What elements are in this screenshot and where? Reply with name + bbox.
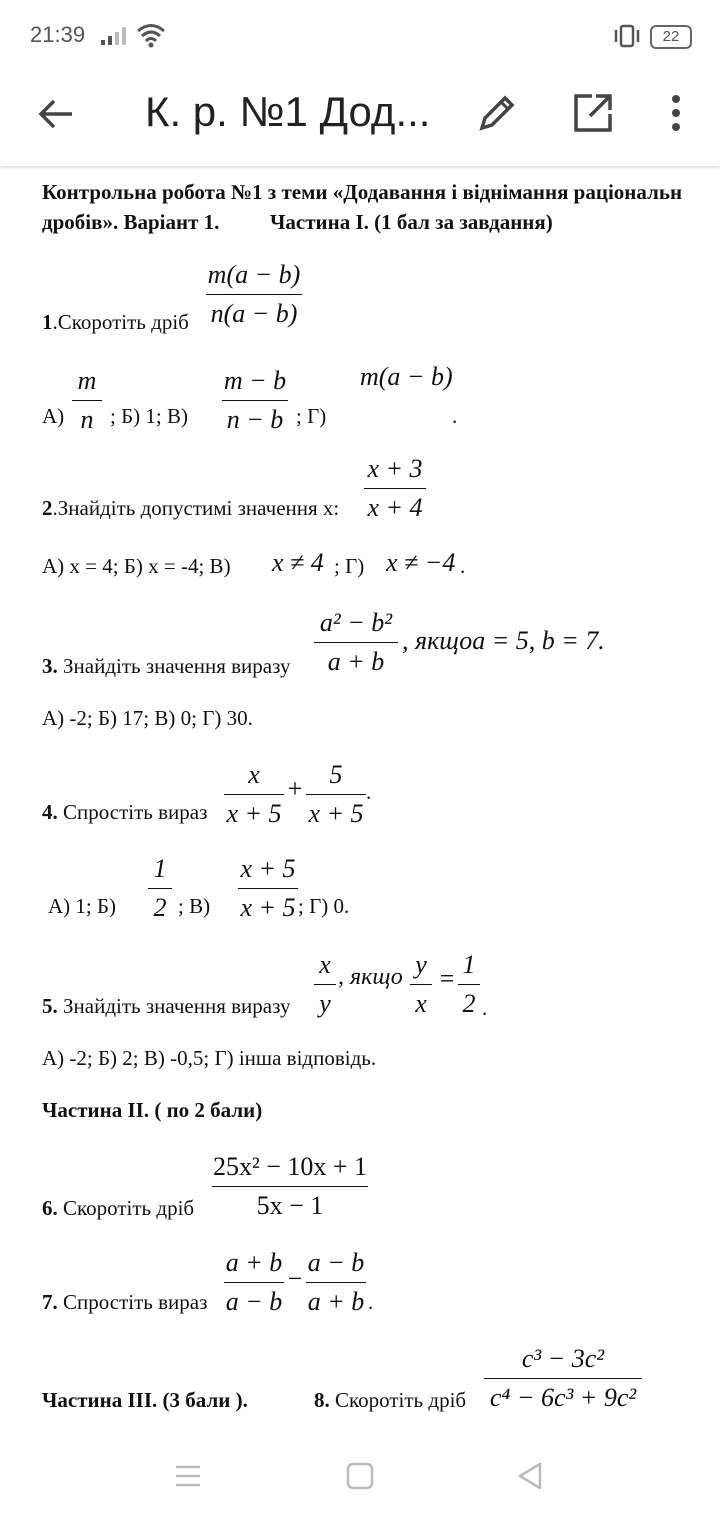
doc-heading-variant: дробів». Варіант 1. [42, 210, 220, 234]
q4-option-c-label: ; В) [178, 894, 211, 918]
q4-option-b: 1 2 [148, 852, 172, 925]
q5-answers: А) -2; Б) 2; В) -0,5; Г) інша відповідь. [42, 1046, 377, 1070]
q7-fraction-1: a + b a − b [225, 1248, 283, 1316]
q4-plus: + [286, 774, 304, 803]
q2-end: . [460, 554, 466, 578]
doc-heading-line1: Контрольна робота №1 з теми «Додавання і віднімання раціональн [42, 180, 683, 204]
q6-expression: 25x² − 10x + 1 5x − 1 [212, 1152, 368, 1220]
q5-equals: = [438, 964, 456, 993]
open-external-icon[interactable] [572, 92, 614, 134]
q4-fraction-2: 5 x + 5 [306, 758, 366, 831]
part2-heading: Частина ІІ. ( по 2 бали) [42, 1098, 263, 1122]
q2-answers: А) х = 4; Б) х = -4; В) [42, 554, 231, 578]
q8-label: 8. Скоротіть дріб [314, 1388, 467, 1412]
q2-option-d: x ≠ −4 [386, 548, 456, 577]
q4-option-a: А) 1; Б) [48, 894, 117, 918]
q5-result-fraction: 1 2 [458, 948, 480, 1021]
q5-end: . [482, 996, 488, 1020]
q4-option-d: ; Г) 0. [298, 894, 350, 918]
app-bar [0, 70, 720, 166]
q8-expression: c³ − 3c² c⁴ − 6c³ + 9c² [484, 1342, 642, 1415]
more-options-icon[interactable] [668, 94, 684, 132]
status-bar [0, 0, 720, 70]
vibrate-icon [612, 24, 642, 48]
back-triangle-icon[interactable] [516, 1462, 544, 1490]
q1-end: . [452, 404, 458, 428]
q4-fraction-1: x x + 5 [224, 758, 284, 831]
q1-option-a: m n [72, 364, 102, 437]
q1-options-bc: ; Б) 1; В) [110, 404, 188, 428]
q2-expression: x + 3 x + 4 [364, 452, 426, 525]
q7-label: 7. Спростіть вираз [42, 1290, 208, 1314]
wifi-icon [136, 22, 166, 48]
q4-option-c: x + 5 x + 5 [238, 852, 298, 925]
document-title: К. р. №1 Дод... [145, 88, 431, 135]
signal-icon [100, 26, 130, 46]
q7-minus: − [286, 1264, 304, 1293]
q1-option-c: m − b n − b [223, 366, 287, 434]
q3-label: 3. Знайдіть значення виразу [42, 654, 291, 678]
recent-apps-icon[interactable] [174, 1464, 202, 1488]
home-icon[interactable] [346, 1462, 374, 1490]
q1-label: 1.Скоротіть дріб [42, 310, 189, 334]
q5-label: 5. Знайдіть значення виразу [42, 994, 291, 1018]
edit-pencil-icon[interactable] [476, 92, 518, 134]
q5-condition-fraction: y x [410, 948, 432, 1021]
battery-icon: 22 [650, 25, 692, 49]
q7-end: . [368, 1290, 374, 1314]
q3-answers: А) -2; Б) 17; В) 0; Г) 30. [42, 706, 253, 730]
q1-option-d: m(a − b) [360, 362, 453, 391]
q3-expression: a² − b² a + b [314, 606, 398, 679]
q4-end: . [366, 780, 372, 804]
back-arrow-icon[interactable] [36, 98, 76, 130]
q3-condition: , якщоa = 5, b = 7. [402, 626, 605, 655]
q6-label: 6. Скоротіть дріб [42, 1196, 195, 1220]
part3-heading: Частина ІІІ. (3 бали ). [42, 1388, 248, 1412]
q1-expression: m(a − b) n(a − b) [207, 260, 301, 328]
q5-condition-word: , якщо [338, 964, 403, 990]
q1-option-a-label: А) [42, 404, 65, 428]
system-nav-bar [0, 1430, 720, 1520]
document-page [0, 168, 720, 1428]
q2-label: 2.Знайдіть допустимі значення х: [42, 496, 340, 520]
q2-option-c: x ≠ 4 [272, 548, 324, 577]
q5-fraction: x y [314, 948, 336, 1021]
q1-option-d-label: ; Г) [296, 404, 327, 428]
q4-label: 4. Спростіть вираз [42, 800, 208, 824]
q7-fraction-2: a − b a + b [307, 1248, 365, 1316]
status-time: 21:39 [30, 22, 86, 47]
q2-option-d-label: ; Г) [334, 554, 365, 578]
doc-heading-part1: Частина І. (1 бал за завдання) [270, 210, 553, 234]
